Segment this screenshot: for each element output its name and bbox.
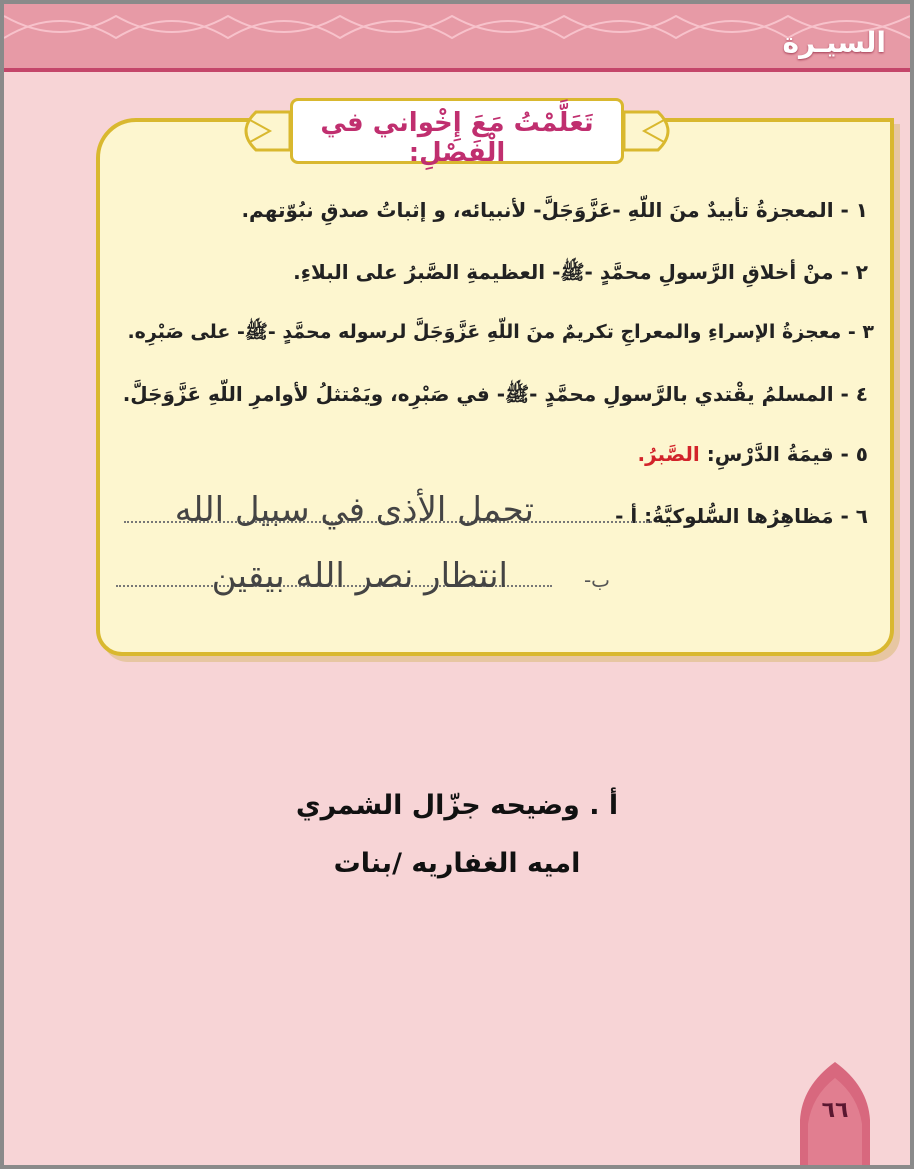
point-4: ٤ - المسلمُ يقْتدي بالرَّسولِ محمَّدٍ -ﷺ- في صَبْرِه، ويَمْتثلُ لأوامرِ اللّهِ عَزَّوَجَلَّ. xyxy=(122,382,868,406)
point-3: ٣ - معجزةُ الإسراءِ والمعراجِ تكريمٌ منَ اللّهِ عَزَّوَجَلَّ لرسوله محمَّدٍ -ﷺ- على صَبْرِه. xyxy=(127,321,874,343)
page-number: ٦٦ xyxy=(821,1098,849,1123)
page xyxy=(4,4,910,1165)
card-title: تَعَلَّمْتُ مَعَ إِخْواني في الْفَصْلِ: xyxy=(320,108,594,168)
scroll-left-icon xyxy=(236,108,290,154)
point-1: ١ - المعجزةُ تأييدٌ منَ اللّهِ -عَزَّوَجَلَّ- لأنبيائه، و إثباتُ صدقِ نبُوّتهم. xyxy=(241,198,868,222)
answer-a[interactable]: تحمل الأذى في سبيل الله xyxy=(174,490,534,530)
header-band xyxy=(4,4,910,72)
point-2: ٢ - منْ أخلاقِ الرَّسولِ محمَّدٍ -ﷺ- العظيمةِ الصَّبرُ على البلاءِ. xyxy=(293,260,868,284)
pattern-decoration xyxy=(4,4,910,72)
school-name: اميه الغفاريه /بنات xyxy=(333,848,581,879)
scroll-right-icon xyxy=(624,108,678,154)
section-title: السيـرة xyxy=(782,26,886,59)
point-6-label: ٦ - مَظاهِرُها السُّلوكيَّةُ: أ - xyxy=(615,504,868,528)
title-banner xyxy=(236,94,678,168)
answer-b[interactable]: انتظار نصر الله بيقين xyxy=(211,556,508,596)
value-answer: الصَّبرُ. xyxy=(637,442,700,466)
label-b: ب- xyxy=(583,568,610,592)
point-5 xyxy=(638,442,868,466)
author-name: أ . وضيحه جزّال الشمري xyxy=(295,790,619,821)
value-label: ٥ - قيمَةُ الدَّرْسِ: xyxy=(706,442,868,466)
